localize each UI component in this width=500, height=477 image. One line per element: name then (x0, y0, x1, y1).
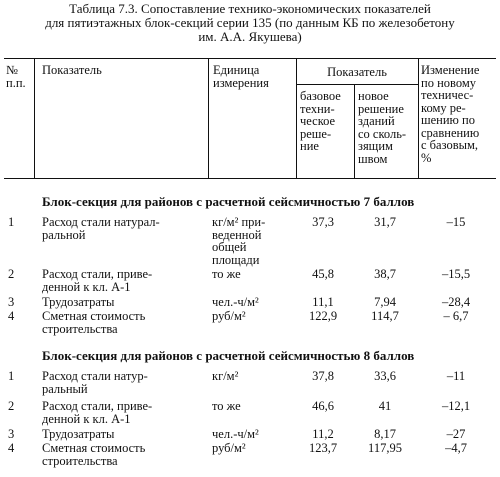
header-indicator: Показатель (42, 63, 102, 77)
row-unit: руб/м² (212, 309, 246, 323)
header-divider (354, 84, 355, 178)
row-change-value: –28,4 (441, 295, 471, 309)
row-change-value: –4,7 (445, 441, 467, 455)
section-title-7: Блок-секция для районов с расчетной сейсмичностью 7 баллов (42, 194, 415, 209)
row-unit: руб/м² (212, 441, 246, 455)
row-unit: то же (212, 267, 241, 281)
row-indicator: Расход стали, приве- денной к кл. А-1 (42, 399, 153, 426)
row-unit: чел.-ч/м² (212, 295, 259, 309)
row-num: 2 (8, 267, 15, 281)
row-base-value: 11,2 (312, 427, 334, 441)
row-new-value: 31,7 (374, 215, 396, 229)
row-num: 1 (8, 215, 15, 229)
row-indicator: Расход стали натур- ральный (42, 369, 148, 396)
row-indicator: Сметная стоимость строительства (42, 309, 146, 336)
row-base-value: 37,3 (312, 215, 334, 229)
row-unit: кг/м² при- веденной общей площади (212, 215, 266, 267)
row-indicator: Расход стали, приве- денной к кл. А-1 (42, 267, 153, 294)
row-new-value: 114,7 (371, 309, 399, 323)
header-divider (418, 58, 419, 178)
row-new-value: 33,6 (374, 369, 396, 383)
row-num: 3 (8, 295, 15, 309)
row-indicator: Трудозатраты (42, 427, 115, 441)
header-new: новое решение зданий со сколь- зящим швом (358, 89, 407, 166)
row-indicator: Трудозатраты (42, 295, 115, 309)
header-divider (208, 58, 209, 178)
row-unit: кг/м² (212, 369, 239, 383)
header-top-rule (4, 58, 496, 59)
header-group: Показатель (327, 65, 387, 79)
row-base-value: 46,6 (312, 399, 334, 413)
header-unit: Единица измерения (213, 63, 269, 90)
row-unit: чел.-ч/м² (212, 427, 259, 441)
group-subrule (296, 84, 418, 85)
row-num: 2 (8, 399, 15, 413)
row-num: 4 (8, 309, 15, 323)
row-base-value: 122,9 (308, 309, 338, 323)
table-caption (4, 2, 496, 44)
row-unit: то же (212, 399, 241, 413)
row-change-value: –15,5 (441, 267, 471, 281)
header-change: Изменение по новому техничес- кому ре- шению по сравнению с базовым, % (421, 63, 480, 165)
header-base: базовое техни- ческое реше- ние (300, 89, 341, 153)
caption-line-1: Таблица 7.3. Сопоставление технико-экономических показателей (69, 1, 431, 16)
header-bottom-rule (4, 178, 496, 179)
header-divider (34, 58, 35, 178)
row-new-value: 38,7 (374, 267, 396, 281)
row-indicator: Сметная стоимость строительства (42, 441, 146, 468)
row-num: 4 (8, 441, 15, 455)
row-change-value: –15 (446, 215, 466, 229)
row-num: 1 (8, 369, 15, 383)
row-base-value: 37,8 (312, 369, 334, 383)
row-change-value: –12,1 (441, 399, 471, 413)
row-indicator: Расход стали натурал- ральной (42, 215, 160, 242)
row-change-value: –11 (446, 369, 466, 383)
row-base-value: 45,8 (312, 267, 334, 281)
row-new-value: 41 (378, 399, 392, 413)
caption-line-3: им. А.А. Якушева) (198, 29, 302, 44)
header-num: № п.п. (6, 63, 26, 90)
section-title-8: Блок-секция для районов с расчетной сейсмичностью 8 баллов (42, 348, 415, 363)
row-num: 3 (8, 427, 15, 441)
row-new-value: 117,95 (368, 441, 402, 455)
row-base-value: 11,1 (312, 295, 334, 309)
row-change-value: –27 (446, 427, 466, 441)
row-base-value: 123,7 (308, 441, 338, 455)
row-new-value: 8,17 (374, 427, 396, 441)
row-change-value: – 6,7 (443, 309, 469, 323)
row-new-value: 7,94 (374, 295, 396, 309)
caption-line-2: для пятиэтажных блок-секций серии 135 (по данным КБ по железобетону (45, 15, 455, 30)
